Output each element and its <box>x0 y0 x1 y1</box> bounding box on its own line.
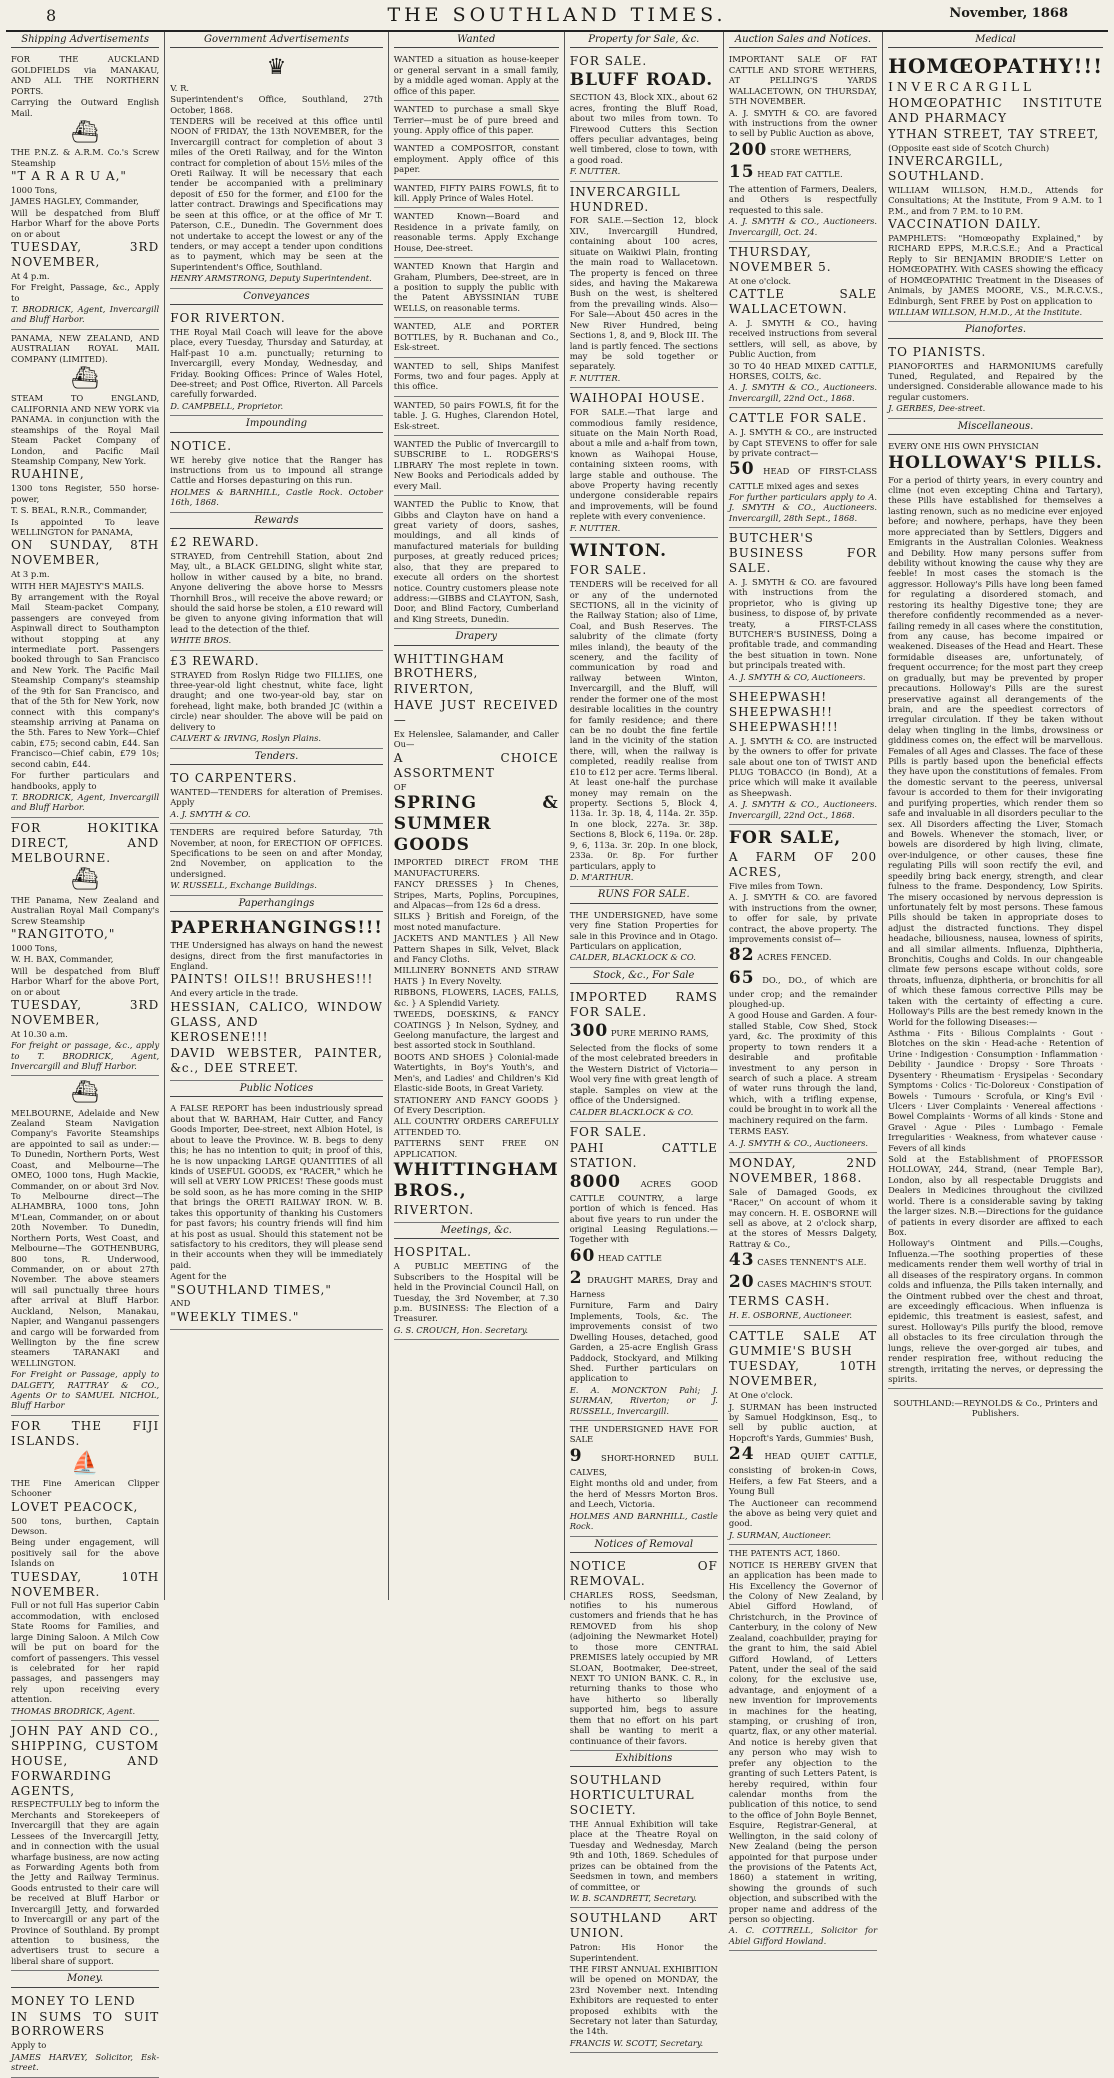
column-government <box>165 32 389 1600</box>
ad-runs: THE UNDERSIGNED, have some very fine Station Properties for sale in this Province and in Otago. Particulars on application, CALDER, BLACKLOCK & CO. <box>570 907 718 968</box>
column-wanted <box>389 32 565 1600</box>
ad-sheepwash: SHEEPWASH! SHEEPWASH!! SHEEPWASH!!! A. J. SMYTH & CO. are instructed by the owners to offer for private sale about one ton of TWIST AND PLUG TOBACCO (in Bond), At a price which will make it available as Sheepwash. A. J. SMYTH & CO., Auctioneers. Invercargill, 22nd Oct., 1868. <box>729 687 877 825</box>
section-heading: Paperhangings <box>170 896 383 912</box>
section-heading: Money. <box>11 1971 159 1987</box>
ad-tararua: FOR THE AUCKLAND GOLDFIELDS via MANAKAU, AND ALL THE NORTHERN PORTS. Carrying the Outward English Mail. ⛴ THE P.N.Z. & A.R.M. Co.'s Screw Steamship "T A R A R U A," 1000 Tons, JAMES HAGLEY, Commander, Will be despatched from Bluff Harbor Wharf for the above Ports on or about TUESDAY, 3RD NOVEMBER, At 4 p.m. For Freight, Passage, &c., Apply to T. BRODRICK, Agent, Invercargill and Bluff Harbor. <box>11 51 159 329</box>
royal-crest-icon: ♛ <box>266 55 287 81</box>
ad-art-union: SOUTHLAND ART UNION. Patron: His Honor the Superintendent. THE FIRST ANNUAL EXHIBITION will be opened on MONDAY, the 23rd November next. Intending Exhibitors are requested to enter proposed exhibits with the Secretary not later than Saturday, the 14th. FRANCIS W. SCOTT, Secretary. <box>570 1908 718 2053</box>
section-heading: Rewards <box>170 513 383 529</box>
ad-holloway: EVERY ONE HIS OWN PHYSICIAN HOLLOWAY'S PILLS. For a period of thirty years, in every country and clime (not even excepting China and Tartary), these Pills have established for themselves a lasting renown, such as no medicine ever enjoyed before; and nowhere, perhaps, have they been more appreciated than by Settlers, Diggers and Emigrants in the Australian Colonies. Weakness and Debility. How many persons suffer from debility without knowing the cause why they are feeble! In most cases the stomach is the aggressor. Holloway's Pills have long been famed for regulating a disordered stomach, and restoring its healthy Digestive tone; they are therefore confidently recommended as a never-failing remedy in all cases where the constitution, from any cause, has become impaired or weakened. Diseases of the Head and Heart. These formidable diseases are, unfortunately, of frequent occurrence; for the most part they creep on gradually, but may be prevented by proper precautions. Holloway's Pills are the surest preservative against all derangements of the brain, and are the speediest correctors of irregular circulation. If they be taken without delay when tingling in the limbs, drowsiness or giddiness comes on, the effect will be marvellous. Females of all Ages and Classes. The face of these Pills is partly based upon the beneficial effects they have upon the constitutions of females. From the domestic servant to the peeress, universal favour is accorded to them for their invigorating and purifying properties, which render them so safe and invaluable in all disorders peculiar to the sex. All Disorders affecting the Liver, Stomach and Bowels. Whenever the stomach, liver, or bowels are disordered by high living, climate, over-indulgence, or other causes, these fine regulating Pills will soon rectify the evil, and speedily bring back energy, strength, and clear fulness to the frame. Despondency, Low Spirits. The misery occasioned by nervous depression is unfortunately felt by most persons. These famous Pills should be taken in appropriate doses to adjust the distracted functions. They dispel headache, biliousness, nausea, lowness of spirits, and all similar ailments. Influenza, Diphtheria, Bronchitis, Coughs and Colds. In our changeable climate few persons escape without colds, sore throats, influenza, diphtheria, or bronchitis for all of which these famous corrective Pills may be taken with the certainty of effecting a cure. Holloway's Pills are the best remedy known in the World for the following Diseases:— Asthma · Fits · Bilious Complaints · Gout · Blotches on the skin · Head-ache · Retention of Urine · Indigestion · Consumption · Inflammation · Debility · Jaundice · Dropsy · Sore Throats · Dysentery · Rheumatism · Erysipelas · Secondary Symptoms · Colics · Tic-Doloreux · Constipation of Bowels · Tumours · Scrofula, or King's Evil · Ulcers · Liver Complaints · Venereal affections · Bowel Complaints · Worms of all kinds · Stone and Gravel · Ague · Piles · Lumbago · Female Irregularities · Weakness, from whatever cause · Fevers of all kinds Sold at the Establishment of PROFESSOR HOLLOWAY, 244, Strand, (near Temple Bar), London, also by all respectable Druggists and Dealers in Medicines throughout the civilized world. There is a considerable saving by taking the larger sizes. N.B.—Directions for the guidance of patients in every disorder are affixed to each Box. Holloway's Ointment and Pills.—Coughs, Influenza.—The soothing properties of these medicaments render them well worthy of trial in all diseases of the respiratory organs. In common colds and influenza, the Pills taken internally, and the Ointment rubbed over the chest and throat, are exceedingly efficacious. When influenza is epidemic, this treatment is easiest, safest, and surest. Holloway's Pills purify the blood, remove all obstacles to its free circulation through the lungs, relieve the over-gorged air tubes, and render respiration free, without reducing the strength, irritating the nerves, or depressing the spirits. <box>888 438 1103 1389</box>
steamship-icon: ⛴ <box>71 366 100 392</box>
wanted-ad: WANTED to sell, Ships Manifest Forms, two and four pages. Apply at this office. <box>394 358 559 397</box>
masthead <box>6 0 1108 32</box>
column-property <box>565 32 724 2048</box>
section-heading: Public Notices <box>170 1081 383 1097</box>
issue-date: November, 1868 <box>949 6 1068 21</box>
ad-gummies-bush: CATTLE SALE AT GUMMIE'S BUSH TUESDAY, 10TH NOVEMBER, At One o'clock. J. SURMAN has been instructed by Samuel Hodgkinson, Esq., to sell by public auction, at Hopcroft's Yards, Gummies' Bush, 24 HEAD QUIET CATTLE, consisting of broken-in Cows, Heifers, a few Fat Steers, and a Young Bull The Auctioneer can recommend the above as being very quiet and good. J. SURMAN, Auctioneer. <box>729 1326 877 1546</box>
wanted-ad: WANTED the Public to Know, that Gibbs and Clayton have on hand a great variety of doors, sashes, mouldings, and all kinds of manufactured materials for building purposes, at greatly reduced prices; also, that they are prepared to execute all orders on the shortest notice. Country customers please note address:—GIBBS and CLAYTON, Sash, Door, and Blind Factory, Cumberland and King Streets, Dunedin. <box>394 496 559 629</box>
ad-carpenters: TO CARPENTERS. WANTED—TENDERS for alteration of Premises. Apply A. J. SMYTH & CO. <box>170 768 383 824</box>
ad-bull-calves: THE UNDERSIGNED HAVE FOR SALE 9 SHORT-HORNED BULL CALVES, Eight months old and under, from the herd of Messrs Morton Bros. and Leech, Victoria. HOLMES AND BARNHILL, Castle Rock. <box>570 1421 718 1536</box>
section-heading: Meetings, &c. <box>394 1223 559 1239</box>
wanted-list <box>394 51 559 629</box>
ad-offices-tender: TENDERS are required before Saturday, 7th November, at noon, for ERECTION OF OFFICES. Specifications to be seen on and after Monday, 2nd November, on application to the undersigned. W. RUSSELL, Exchange Buildings. <box>170 824 383 896</box>
wanted-ad: WANTED, 50 pairs FOWLS, fit for the table. J. G. Hughes, Clarendon Hotel, Esk-street. <box>394 397 559 436</box>
section-heading: Government Advertisements <box>170 32 383 48</box>
ad-rams: IMPORTED RAMS FOR SALE. 300 PURE MERINO RAMS, Selected from the flocks of some of the most celebrated breeders in the Western District of Victoria—Wool very fine with great length of staple. Samples on view at the office of the Undersigned. CALDER BLACKLOCK & CO. <box>570 987 718 1122</box>
section-heading: Stock, &c., For Sale <box>570 968 718 984</box>
wanted-ad: WANTED, FIFTY PAIRS FOWLS, fit to kill. Apply Prince of Wales Hotel. <box>394 180 559 209</box>
ad-hospital: HOSPITAL. A PUBLIC MEETING of the Subscribers to the Hospital will be held in the Provincial Council Hall, on Tuesday, the 3rd November, at 7.30 p.m. BUSINESS: The Election of a Treasurer. G. S. CROUCH, Hon. Secretary. <box>394 1242 559 1340</box>
ad-butchers: BUTCHER'S BUSINESS FOR SALE. A. J. SMYTH & CO. are favoured with instructions from the proprietor, who is giving up business, to dispose of, by private treaty, a FIRST-CLASS BUTCHER'S BUSINESS, Doing a profitable trade, and commanding the best situation in town. None but principals treated with. A. J. SMYTH & CO, Auctioneers. <box>729 528 877 687</box>
ad-waihopai: WAIHOPAI HOUSE. FOR SALE.—That large and commodious family residence, situate on the Main North Road, about a mile and a-half from town, known as Waihopai House, containing sixteen rooms, with large stable and outhouse. The above Property having recently undergone considerable repairs and improvements, will be found replete with every convenience. F. NUTTER. <box>570 388 718 538</box>
wanted-ad: WANTED the Public of Invercargill to SUBSCRIBE to L. RODGERS'S LIBRARY The most replete in town. New Books and Periodicals added by every Mail. <box>394 436 559 496</box>
page-number: 8 <box>46 6 57 25</box>
section-heading: Auction Sales and Notices. <box>729 32 877 48</box>
section-heading: Tenders. <box>170 749 383 765</box>
ad-impounding: NOTICE. WE hereby give notice that the Ranger has instructions from us to impound all strange Cattle and Horses depasturing on this run. HOLMES & BARNHILL, Castle Rock. October 16th, 1868. <box>170 436 383 513</box>
ad-pahi: FOR SALE. PAHI CATTLE STATION. 8000 ACRES GOOD CATTLE COUNTRY, a large portion of which is fenced. Has about five years to run under the original Leasing Regulations.—Together with 60 HEAD CATTLE 2 DRAUGHT MARES, Dray and Harness Furniture, Farm and Dairy Implements, Tools, &c. The improvements consist of two Dwelling Houses, detached, good Garden, a 25-acre English Grass Paddock, Stockyard, and Milking Shed. Further particulars on application to E. A. MONCKTON Pahi; J. SURMAN, Riverton; or J. RUSSELL, Invercargill. <box>570 1122 718 1421</box>
ad-farm-200: FOR SALE, A FARM OF 200 ACRES, Five miles from Town. A. J. SMYTH & CO. are favored with instructions from the owner, to offer for sale, by private contract, the above property. The improvements consist of— 82 ACRES FENCED. 65 DO., DO., of which are under crop; and the remainder ploughed-up. A good House and Garden. A four-stalled Stable, Cow Shed, Stock yard, &c. The proximity of this property to town renders it a desirable and profitable investment to any person in search of such a place. A stream of water runs through the land, which, with a trifling expense, could be brought in to work all the machinery required on the farm. TERMS EASY. A. J. SMYTH & CO., Auctioneers. <box>729 825 877 1153</box>
column-auctions <box>724 32 883 1946</box>
ad-riverton-coach: FOR RIVERTON. THE Royal Mail Coach will leave for the above place, every Tuesday, Thursday and Saturday, at Half-past 10 a.m. punctually; returning to Invercargill, every Monday, Wednesday, and Friday. Booking Offices: Prince of Wales Hotel, Dee-street; and Post Office, Riverton. All Parcels carefully forwarded. D. CAMPBELL, Proprietor. <box>170 308 383 416</box>
section-heading: Property for Sale, &c. <box>570 32 718 48</box>
ad-cattle-for-sale: CATTLE FOR SALE. A. J. SMYTH & CO., are instructed by Capt STEVENS to offer for sale by private contract— 50 HEAD OF FIRST-CLASS CATTLE mixed ages and sexes For further particulars apply to A. J. SMYTH & CO., Auctioneers. Invercargill, 28th Sept., 1868. <box>729 408 877 528</box>
ad-pianists: TO PIANISTS. PIANOFORTES and HARMONIUMS carefully Tuned, Regulated, and Repaired by the undersigned. Considerable allowance made to his regular customers. J. GERBES, Dee-street. <box>888 342 1103 419</box>
wanted-ad: WANTED, ALE and PORTER BOTTLES, by R. Buchanan and Co., Esk-street. <box>394 318 559 357</box>
ad-bluff-road: FOR SALE. BLUFF ROAD. SECTION 43, Block XIX., about 62 acres, fronting the Bluff Road, about two miles from town. To Firewood Cutters this Section offers peculiar advantages, being well timbered, close to town, with a good road. F. NUTTER. <box>570 51 718 181</box>
column-medical <box>883 32 1108 1600</box>
wanted-ad: WANTED Known—Board and Residence in a private family, on reasonable terms. Apply Exchange House, Dee-street. <box>394 208 559 258</box>
ad-tenders-railway: ♛ V. R. Superintendent's Office, Southland, 27th October, 1868. TENDERS will be received at this office until NOON of FRIDAY, the 13th NOVEMBER, for the Invercargill contract for completion of about 3 miles of the Oreti Railway, and for the Winton contract for completion of about 15½ miles of the Oreti Railway. It will be necessary that each tender be accompanied with a preliminary deposit of £50 for the former, and £100 for the latter contract. Drawings and Specifications may be seen at this office, or at the office of Mr T. Paterson, C.E., Dunedin. The Government does not undertake to accept the lowest or any of the tenders, or may accept a tender upon conditions as to payment, which may be seen at the Superintendent's Office, Southland. HENRY ARMSTRONG, Deputy Superintendent. <box>170 51 383 288</box>
newspaper-title: THE SOUTHLAND TIMES. <box>387 4 727 26</box>
schooner-icon: ⛵ <box>71 1450 99 1476</box>
wanted-ad: WANTED Known that Hargin and Graham, Plumbers, Dee-street, are in a position to supply the public with the Patent ABYSSINIAN TUBE WELLS, on reasonable terms. <box>394 258 559 318</box>
ad-john-pay: JOHN PAY AND CO., SHIPPING, CUSTOM HOUSE, AND FORWARDING AGENTS, RESPECTFULLY beg to inform the Merchants and Storekeepers of Invercargill that they are again Lessees of the Invercargill Jetty, and in connection with the usual wharfage business, are now acting as Forwarding Agents both from the Jetty and Railway Terminus. Goods entrusted to their care will be received at Bluff Harbor or Invercargill Jetty, and forwarded to Invercargill or any part of the Province of Southland. By prompt attention to business, the advertisers trust to secure a liberal share of support. <box>11 1721 159 1971</box>
section-heading: RUNS FOR SALE. <box>570 887 718 903</box>
ad-damaged-goods: MONDAY, 2ND NOVEMBER, 1868. Sale of Damaged Goods, ex "Racer," On account of whom it may concern. H. E. OSBORNE will sell as above, at 2 o'clock sharp, at the stores of Messrs Dalgety, Rattray & Co., 43 CASES TENNENT'S ALE. 20 CASES MACHIN'S STOUT. TERMS CASH. H. E. OSBORNE, Auctioneer. <box>729 1153 877 1326</box>
section-heading: Exhibitions <box>570 1751 718 1767</box>
wanted-ad: WANTED a situation as house-keeper or general servant in a small family, by a middle aged woman. Apply at the office of this paper. <box>394 51 559 101</box>
ad-fiji: FOR THE FIJI ISLANDS. ⛵ THE Fine American Clipper Schooner LOVET PEACOCK, 500 tons, burthen, Captain Dewson. Being under engagement, will positively sail for the above Islands on TUESDAY, 10TH NOVEMBER. Full or not full Has superior Cabin accommodation, with enclosed State Rooms for Families, and large Dining Saloon. A Milch Cow will be put on board for the comfort of passengers. This vessel is celebrated for her rapid passages, and passengers may rely upon receiving every attention. THOMAS BRODRICK, Agent. <box>11 1416 159 1721</box>
section-heading: Medical <box>888 32 1103 48</box>
section-heading: Miscellaneous. <box>888 419 1103 435</box>
page-columns <box>6 32 1108 2073</box>
ad-removal: NOTICE OF REMOVAL. CHARLES ROSS, Seedsman, notifies to his numerous customers and friends that he has REMOVED from his shop (adjoining the Newmarket Hotel) to those more CENTRAL PREMISES lately occupied by MR SLOAN, Bootmaker, Dee-street, NEXT TO UNION BANK. C. R., in returning thanks to those who have hitherto so liberally supported him, begs to assure them that no effort on his part shall be wanting to merit a continuance of their favors. <box>570 1556 718 1751</box>
ad-winton: WINTON. FOR SALE. TENDERS will be received for all or any of the undernoted SECTIONS, all in the vicinity of the Railway Station; also of Lime, Coal, and Bush Reserves. The salubrity of the climate (forty miles inland), the beauty of the scenery, and the facility of communication by road and railway between Winton, Invercargill, and the Bluff, will render the former one of the most desirable localities in the country for family residence; and there can be no doubt the fine fertile land in the vicinity of the station there, will, when the railway is completed, readily realise from £10 to £12 per acre. Terms liberal. At least one-half the purchase money may remain on the property. Sections 5, Block 4, 113a. 1r. 3p. 18, 4, 114a. 2r. 35p. In one block, 227a. 3r. 38p. Sections 8, Block 6, 119a. 0r. 28p. 9, 6, 113a. 3r. 20p. In one block, 233a. 0r. 8p. For further particulars, apply to D. M'ARTHUR. <box>570 538 718 887</box>
printer-imprint: SOUTHLAND:—REYNOLDS & Co., Printers and Publishers. <box>893 1397 1098 1419</box>
section-heading: Notices of Removal <box>570 1537 718 1553</box>
ad-invercargill-hundred: INVERCARGILL HUNDRED. FOR SALE.—Section 12, block XIV., Invercargill Hundred, containing about 100 acres, situate on Waikiwi Plain, fronting the main road to Wallacetown. The property is fenced on three sides, and having the Makarewa Bush on the west, is sheltered from the prevailing winds. Also— For Sale—About 450 acres in the New River Hundred, being Sections 1, 8, and 9, Block III. The land is partly fenced. The sections may be sold together or separately. F. NUTTER. <box>570 182 718 389</box>
ad-barham: A FALSE REPORT has been industriously spread about that W. BARHAM, Hair Cutter, and Fancy Goods Importer, Dee-street, next Albion Hotel, is about to leave the Province. W. B. begs to deny this; he has no intention to quit; in proof of this, he is now unpacking LARGE QUANTITIES of all kinds of USEFUL GOODS, ex "RACER," which he will sell at VERY LOW PRICES! These goods must be sold soon, as he has more coming in the SHIP that brings the ORETI RAILWAY IRON. W. B. takes this opportunity of thanking his Customers for past favors; his country friends will find him at his post as usual. Should this statement not be satisfactory to his creditors, they will please send in their accounts when they will be immediately paid. Agent for the "SOUTHLAND TIMES," AND "WEEKLY TIMES." <box>170 1100 383 1329</box>
ad-money: MONEY TO LEND IN SUMS TO SUIT BORROWERS Apply to JAMES HARVEY, Solicitor, Esk-street. <box>11 1991 159 2078</box>
section-heading: Wanted <box>394 32 559 48</box>
steamship-icon: ⛴ <box>71 1080 100 1106</box>
ad-whittingham: WHITTINGHAM BROTHERS, RIVERTON, HAVE JUST RECEIVED— Ex Helenslee, Salamander, and Caller Ou— A CHOICE ASSORTMENT OF SPRING & SUMMER GOODS IMPORTED DIRECT FROM THE MANUFACTURERS. FANCY DRESSES } In Chenes, Stripes, Marts, Poplins, Porcupines, and Alpacas—from 12s 6d a dress. SILKS } British and Foreign, of the most noted manufacture. JACKETS AND MANTLES } All New Pattern Shapes in Silk, Velvet, Black and Fancy Cloths. MILLINERY BONNETS AND STRAW HATS } In Every Novelty. RIBBONS, FLOWERS, LACES, FALLS, &c. } A Splendid Variety. TWEEDS, DOESKINS, & FANCY COATINGS } In Nelson, Sydney, and Geelong manufacture, the largest and best assorted stock in Southland. BOOTS AND SHOES } Colonial-made Watertights, in Boy's Youth's, and Men's, and Ladies' and Children's Kid Elastic-side Boots, in Great Variety. STATIONERY AND FANCY GOODS } Of Every Description. ALL COUNTRY ORDERS CAREFULLY ATTENDED TO. PATTERNS SENT FREE ON APPLICATION. WHITTINGHAM BROS., RIVERTON. <box>394 649 559 1223</box>
ad-wallacetown-cattle: THURSDAY, NOVEMBER 5. At one o'clock. CATTLE SALE WALLACETOWN. A. J. SMYTH & CO., having received instructions from several settlers, will sell, as above, by Public Auction, from 30 TO 40 HEAD MIXED CATTLE, HORSES, COLTS, &c. A. J. SMYTH & CO., Auctioneers. Invercargill, 22nd Oct., 1868. <box>729 242 877 408</box>
ad-paperhangings: PAPERHANGINGS!!! THE Undersigned has always on hand the newest designs, direct from the first manufactories in England. PAINTS! OILS!! BRUSHES!!! And every article in the trade. HESSIAN, CALICO, WINDOW GLASS, AND KEROSENE!!! DAVID WEBSTER, PAINTER, &c., DEE STREET. <box>170 915 383 1081</box>
section-heading: Impounding <box>170 416 383 432</box>
ad-patents: THE PATENTS ACT, 1860. NOTICE IS HEREBY GIVEN that an application has been made to His Excellency the Governor of the Colony of New Zealand, by Abiel Gifford Howland, of Christchurch, in the Province of Canterbury, in the colony of New Zealand, coachbuilder, praying for the grant to him, the said Abiel Gifford Howland, of Letters Patent, under the seal of the said colony, for the exclusive use, advantage, and enjoyment of a new invention for improvements in machines for the heating, stamping, or crushing of iron, quartz, flax, or any other material. And notice is hereby given that any person who may wish to prefer any objection to the granting of such Letters Patent, is hereby required, within four calendar months from the publication of this notice, to send to the office of John Boyle Bennet, Esquire, Registrar-General, at Wellington, in the said colony of New Zealand (being the person appointed for that purpose under the provisions of the Patents Act, 1860) a statement in writing, showing the grounds of such objection, and subscribed with the proper name and address of the person so objecting. A. C. COTTRELL, Solicitor for Abiel Gifford Howland. <box>729 1545 877 1951</box>
section-heading: Drapery <box>394 629 559 645</box>
section-heading: Conveyances <box>170 289 383 305</box>
column-shipping <box>6 32 165 2073</box>
ad-reward-3: £3 REWARD. STRAYED from Roslyn Ridge two FILLIES, one three-year-old light chestnut, white face, light draught; and one two-year-old bay, star on forehead, light make, both branded JC (within a circle) near shoulder. The above will be paid on delivery to CALVERT & IRVING, Roslyn Plains. <box>170 651 383 749</box>
steamship-icon: ⛴ <box>71 867 100 893</box>
section-heading: Pianofortes. <box>888 322 1103 338</box>
steamship-icon: ⛴ <box>71 119 100 145</box>
section-heading: Shipping Advertisements <box>11 32 159 48</box>
wanted-ad: WANTED a COMPOSITOR, constant employment. Apply office of this paper. <box>394 140 559 179</box>
ad-pellings-yards: IMPORTANT SALE OF FAT CATTLE AND STORE WETHERS, AT PELLING'S YARDS WALLACETOWN, ON THURSDAY, 5TH NOVEMBER. A. J. SMYTH & CO. are favored with instructions from the owner to sell by Public Auction as above, 200 STORE WETHERS, 15 HEAD FAT CATTLE. The attention of Farmers, Dealers, and Others is respectfully requested to this sale. A. J. SMYTH & CO., Auctioneers. Invercargill, Oct. 24. <box>729 51 877 242</box>
ad-horticultural: SOUTHLAND HORTICULTURAL SOCIETY. THE Annual Exhibition will take place at the Theatre Royal on Tuesday and Wednesday, March 9th and 10th, 1869. Schedules of prizes can be obtained from the Seedsmen in town, and members of committee, or W. B. SCANDRETT, Secretary. <box>570 1770 718 1908</box>
ad-reward-2: £2 REWARD. STRAYED, from Centrehill Station, about 2nd May, ult., a BLACK GELDING, slight white star, hollow in wither caused by a bite, no brand. Anyone delivering the above horse to Messrs Thornhill Bros., will receive the above reward; or should the said horse be stolen, a £10 reward will be given to anyone giving information that will lead to the detection of the thief. WHITE BROS. <box>170 532 383 651</box>
ad-rangitoto: FOR HOKITIKA DIRECT, AND MELBOURNE. ⛴ THE Panama, New Zealand and Australian Royal Mail Company's Screw Steamship "RANGITOTO," 1000 Tons, W. H. BAX, Commander, Will be despatched from Bluff Harbor Wharf for the above Port, on or about TUESDAY, 3RD NOVEMBER, At 10.30 a.m. For freight or passage, &c., apply to T. BRODRICK, Agent, Invercargill and Bluff Harbor. <box>11 818 159 1077</box>
ad-melbourne-steamers: ⛴ MELBOURNE, Adelaide and New Zealand Steam Navigation Company's Favorite Steamships are appointed to sail as under:— To Dunedin, Northern Ports, West Coast, and Melbourne—The OMEO, 1000 tons, Hugh Mackie, Commander, on or about 3rd Nov. To Melbourne direct—The ALHAMBRA, 1000 tons, John M'Lean, Commander, on or about 20th November. To Dunedin, Northern Ports, West Coast, and Melbourne—The GOTHENBURG, 800 tons, R. Underwood, Commander, on or about 27th November. The above steamers will sail punctually three hours after arrival at Bluff Harbor. Auckland, Nelson, Manakau, Napier, and Wanganui passengers and cargo will be forwarded from Wellington by the fine screw steamers TARANAKI and WELLINGTON. For Freight or Passage, apply to DALGETY, RATTRAY & CO., Agents Or to SAMUEL NICHOL, Bluff Harbor <box>11 1076 159 1416</box>
wanted-ad: WANTED to purchase a small Skye Terrier—must be of pure breed and young. Apply office of this paper. <box>394 101 559 140</box>
ad-homoeopathy: HOMŒOPATHY!!! INVERCARGILL HOMŒOPATHIC INSTITUTE AND PHARMACY YTHAN STREET, TAY STREET, (Opposite east side of Scotch Church) INVERCARGILL, SOUTHLAND. WILLIAM WILLSON, H.M.D., Attends for Consultations; At the Institute, From 9 A.M. to 1 P.M., and from 7 P.M. to 10 P.M. VACCINATION DAILY. PAMPHLETS: "Homœopathy Explained," by RICHARD EPPS, M.R.C.S.E.; And a Practical Reply to Sir BENJAMIN BRODIE'S Letter on HOMŒOPATHY. With CASES showing the efficacy of HOMŒOPATHIC Treatment in the Diseases of Animals, by JAMES MOORE, V.S., M.R.C.V.S., Edinburgh, Sent FREE by Post on application to WILLIAM WILLSON, H.M.D., At the Institute. <box>888 51 1103 322</box>
ad-ruahine: PANAMA, NEW ZEALAND, AND AUSTRALIAN ROYAL MAIL COMPANY (LIMITED). ⛴ STEAM TO ENGLAND, CALIFORNIA AND NEW YORK via PANAMA. in conjunction with the steamships of the Royal Mail Steam Packet Company of London, and Pacific Mail Steamship Company, New York. RUAHINE, 1300 tons Register, 550 horse-power, T. S. BEAL, R.N.R., Commander, Is appointed To leave WELLINGTON for PANAMA, ON SUNDAY, 8TH NOVEMBER, At 3 p.m. WITH HER MAJESTY'S MAILS. By arrangement with the Royal Mail Steam-packet Company, passengers are conveyed from Aspinwall direct to Southampton without stopping at any intermediate port. Passengers booked through to San Francisco and New York. The Pacific Mail Steamship Company's steamship of the 9th for San Francisco, and that of the 5th for New York, now connect with this company's steamship arriving at Panama on the 5th. Fares to New York—Chief cabin, £75; second cabin, £44. San Francisco—Chief cabin, £79 10s; second cabin, £44. For further particulars and handbooks, apply to T. BRODRICK, Agent, Invercargill and Bluff Harbor. <box>11 330 159 818</box>
